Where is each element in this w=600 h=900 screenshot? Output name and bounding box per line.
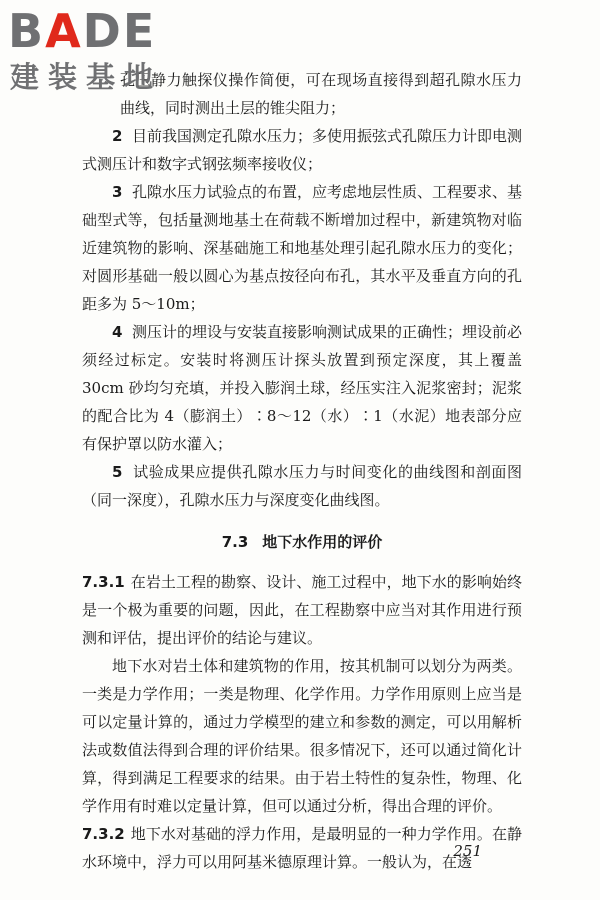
section-number: 7.3 (221, 533, 249, 551)
clause-text: 地下水对岩土体和建筑物的作用，按其机制可以划分为两类。一类是力学作用；一类是物理、化学作用。力学作用原则上应当是可以定量计算的，通过力学模型的建立和参数的测定，可以用解析法或数值法得到合理的评价结果。很多情况下，还可以通过简化计算，得到满足工程要求的结果。由于岩土特性的复杂性，物理、化学作用有时难以定量计算，但可以通过分析，得出合理的评价。 (82, 657, 522, 815)
page-number: 251 (453, 842, 482, 860)
item-number: 3 (112, 183, 123, 201)
logo-letter-a: A (45, 4, 83, 58)
item-number: 2 (112, 127, 123, 145)
item-number: 5 (112, 463, 123, 481)
clause-number: 7.3.2 (82, 825, 125, 843)
section-title: 地下水作用的评价 (262, 533, 383, 551)
paragraph-text: 测压计的埋设与安装直接影响测试成果的正确性；埋设前必须经过标定。安装时将测压计探头放置到预定深度，其上覆盖 30cm 砂均匀充填，并投入膨润土球，经压实注入泥浆密封；泥浆的配合比为 4（膨润土）∶8～12（水）∶1（水泥）地表部分应有保护罩以防水灌入； (82, 323, 522, 453)
paragraph-text: 孔压静力触探仪操作简便，可在现场直接得到超孔隙水压力曲线，同时测出土层的锥尖阻力； (120, 71, 522, 117)
logo-subtitle: 建装基地 (10, 60, 163, 94)
page-body (82, 66, 522, 876)
section-heading (82, 528, 522, 556)
clause-text: 地下水对基础的浮力作用，是最明显的一种力学作用。在静水环境中，浮力可以用阿基米德原理计算。一般认为，在透 (82, 825, 522, 871)
item-number: 4 (112, 323, 123, 341)
paragraph-text: 试验成果应提供孔隙水压力与时间变化的曲线图和剖面图（同一深度），孔隙水压力与深度变化曲线图。 (82, 463, 522, 509)
clause-number: 7.3.1 (82, 573, 125, 591)
paragraph-4 (82, 318, 522, 458)
paragraph-5 (82, 458, 522, 514)
clause-7-3-1 (82, 568, 522, 652)
paragraph-text: 目前我国测定孔隙水压力；多使用振弦式孔隙压力计即电测式测压计和数字式钢弦频率接收仪； (82, 127, 522, 173)
clause-text: 在岩土工程的勘察、设计、施工过程中，地下水的影响始终是一个极为重要的问题，因此，在工程勘察中应当对其作用进行预测和评估，提出评价的结论与建议。 (82, 573, 522, 647)
paragraph-3 (82, 178, 522, 318)
logo-wordmark (8, 6, 156, 56)
logo-letters-de: DE (82, 4, 157, 58)
logo-letter-b: B (8, 4, 46, 58)
paragraph-2 (82, 122, 522, 178)
clause-paragraph (82, 652, 522, 820)
bade-logo (8, 6, 183, 98)
paragraph-text: 孔隙水压力试验点的布置，应考虑地层性质、工程要求、基础型式等，包括量测地基土在荷载不断增加过程中，新建筑物对临近建筑物的影响、深基础施工和地基处理引起孔隙水压力的变化；对圆形基础一般以圆心为基点按径向布孔，其水平及垂直方向的孔距多为 5～10m； (82, 183, 522, 313)
